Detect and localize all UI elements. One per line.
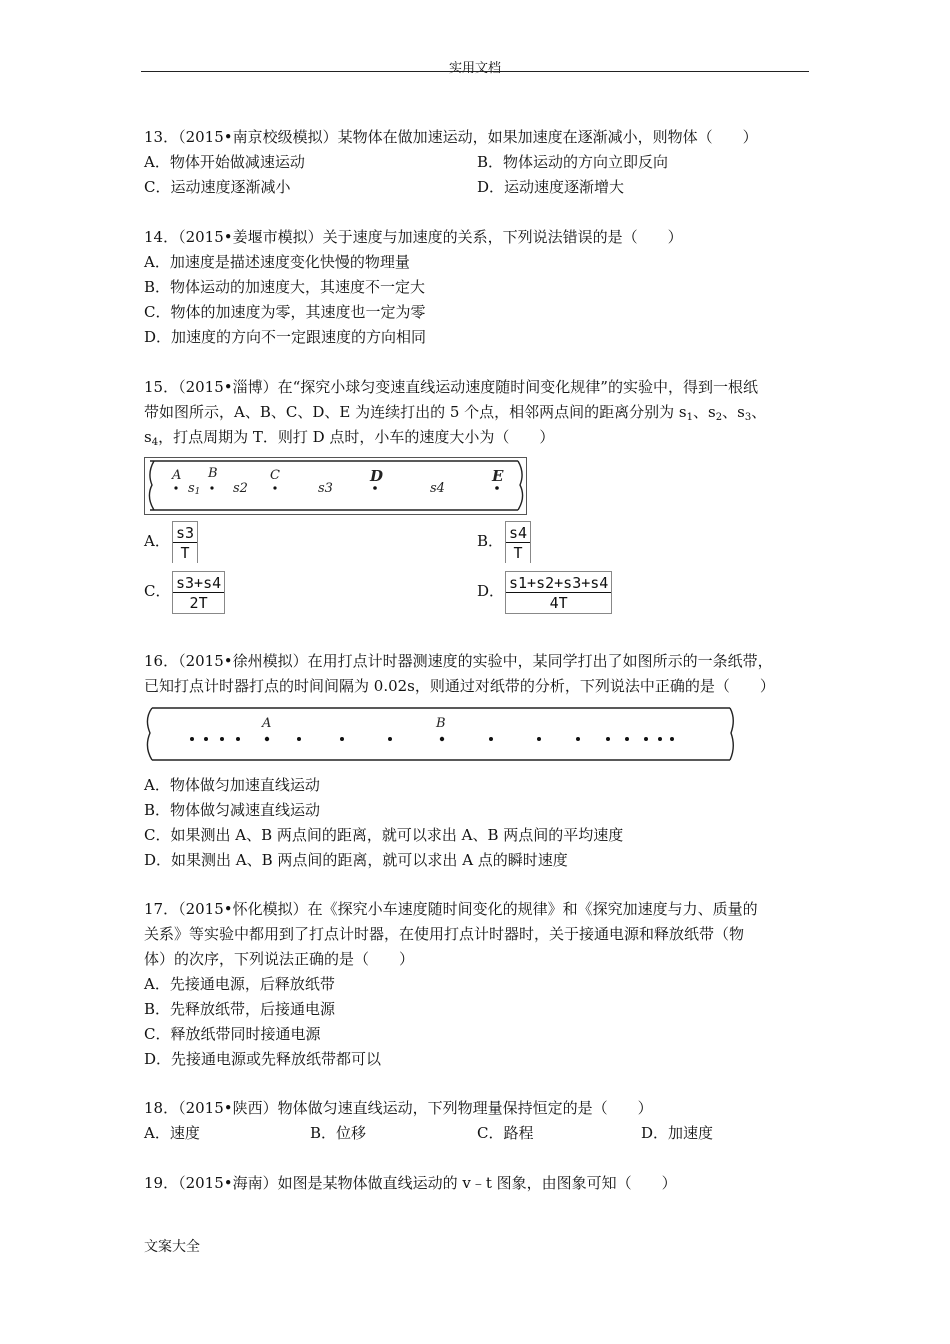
- q15-option-a: A． $\frac{s3}{T}$: [144, 521, 244, 567]
- tape-label-s4: s4: [430, 481, 445, 496]
- fraction: $\frac{s3}{T}$: [172, 521, 198, 563]
- tape-label-a: A: [172, 468, 182, 483]
- page-footer: 文案大全: [144, 1239, 200, 1255]
- q16-option-b: B．物体做匀减速直线运动: [144, 801, 321, 819]
- tape-label-s3: s3: [318, 481, 333, 496]
- q16-option-d: D．如果测出 A、B 两点间的距离，就可以求出 A 点的瞬时速度: [144, 851, 568, 869]
- q16-option-a: A．物体做匀加速直线运动: [144, 776, 320, 794]
- tape-label-a: A: [262, 716, 272, 731]
- tape-label-c: C: [270, 468, 280, 483]
- tape-dot-c: [273, 486, 276, 489]
- q16-stem-line2: 已知打点计时器打点的时间间隔为 0.02s，则通过对纸带的分析，下列说法中正确的是（ ）: [144, 677, 775, 695]
- q14-stem: 14．（2015•姜堰市模拟）关于速度与加速度的关系，下列说法错误的是（ ）: [144, 228, 683, 246]
- q18-option-a: A．速度: [144, 1124, 200, 1142]
- q18-option-c: C．路程: [477, 1124, 534, 1142]
- q14-option-b: B．物体运动的加速度大，其速度不一定大: [144, 278, 426, 296]
- q17-stem-line1: 17．（2015•怀化模拟）在《探究小车速度随时间变化的规律》和《探究加速度与力、质量的: [144, 900, 758, 918]
- q17-option-d: D．先接通电源或先释放纸带都可以: [144, 1050, 382, 1068]
- q17-option-c: C．释放纸带同时接通电源: [144, 1025, 321, 1043]
- q14-option-c: C．物体的加速度为零，其速度也一定为零: [144, 303, 426, 321]
- tape-dots: [190, 737, 674, 741]
- fraction: $\frac{s1+s2+s3+s4}{4T}$: [505, 571, 612, 614]
- q17-stem-line2: 关系》等实验中都用到了打点计时器，在使用打点计时器时，关于接通电源和释放纸带（物: [144, 925, 745, 943]
- q15-stem-line3: $s_4$，打点周期为 T．则打 D 点时，小车的速度大小为（ ）: [144, 428, 555, 448]
- q15-stem-line1: 15．（2015•淄博）在“探究小球匀变速直线运动速度随时间变化规律”的实验中，得到一根纸: [144, 378, 758, 396]
- q14-option-a: A．加速度是描述速度变化快慢的物理量: [144, 253, 410, 271]
- fraction: $\frac{s3+s4}{2T}$: [172, 571, 225, 614]
- q19-stem: 19．（2015•海南）如图是某物体做直线运动的 v﹣t 图象，由图象可知（ ）: [144, 1174, 677, 1192]
- q17-stem-line3: 体）的次序，下列说法正确的是（ ）: [144, 950, 415, 968]
- q18-option-b: B．位移: [310, 1124, 367, 1142]
- header-rule: [141, 71, 809, 72]
- q17-option-b: B．先释放纸带，后接通电源: [144, 1000, 336, 1018]
- q17-option-a: A．先接通电源，后释放纸带: [144, 975, 335, 993]
- q16-tape-figure: [144, 705, 736, 763]
- q15-option-c: C． $\frac{s3+s4}{2T}$: [144, 571, 284, 623]
- q14-option-d: D．加速度的方向不一定跟速度的方向相同: [144, 328, 427, 346]
- tape-dot-a: [174, 486, 177, 489]
- tape-label-d: D: [370, 467, 384, 485]
- tape-label-b: B: [208, 466, 218, 481]
- q13-stem: 13．（2015•南京校级模拟）某物体在做加速运动，如果加速度在逐渐减小，则物体（ ）: [144, 128, 758, 146]
- fraction: $\frac{s4}{T}$: [505, 521, 531, 563]
- tape-dot-e: [495, 486, 499, 490]
- q13-option-c: C．运动速度逐渐减小: [144, 178, 291, 196]
- tape-dot-d: [373, 486, 377, 490]
- q13-option-a: A．物体开始做减速运动: [144, 153, 305, 171]
- q15-option-d: D． $\frac{s1+s2+s3+s4}{4T}$: [477, 571, 677, 623]
- tape-dot-a: [265, 737, 269, 741]
- page-header: 实用文档: [448, 61, 501, 76]
- tape-dot-b: [440, 737, 444, 741]
- tape-label-s1: s1: [188, 481, 201, 497]
- q15-stem-line2: 带如图所示，A、B、C、D、E 为连续打出的 5 个点，相邻两点间的距离分别为 $s_1$、$s_2$、$s_3$、: [144, 403, 767, 423]
- tape-label-b: B: [436, 716, 446, 731]
- q15-option-b: B． $\frac{s4}{T}$: [477, 521, 577, 567]
- q13-option-b: B．物体运动的方向立即反向: [477, 153, 669, 171]
- q16-option-c: C．如果测出 A、B 两点间的距离，就可以求出 A、B 两点间的平均速度: [144, 826, 624, 844]
- q13-option-d: D．运动速度逐渐增大: [477, 178, 625, 196]
- tape-dot-b: [210, 486, 213, 489]
- q18-option-d: D．加速度: [641, 1124, 714, 1142]
- tape-label-e: E: [492, 467, 504, 485]
- q18-stem: 18．（2015•陕西）物体做匀速直线运动，下列物理量保持恒定的是（ ）: [144, 1099, 653, 1117]
- q16-stem-line1: 16．（2015•徐州模拟）在用打点计时器测速度的实验中，某同学打出了如图所示的一条纸带，: [144, 652, 773, 670]
- tape-label-s2: s2: [233, 481, 248, 496]
- q15-tape-figure: [144, 457, 527, 515]
